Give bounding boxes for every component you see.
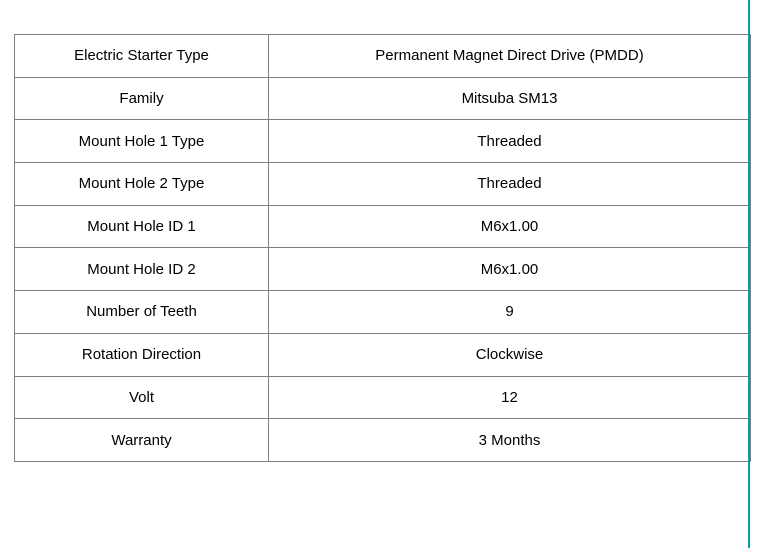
spec-value-cell: Clockwise [269, 333, 751, 376]
spec-value-cell: 9 [269, 291, 751, 334]
table-row [15, 205, 751, 248]
spec-value-cell: Permanent Magnet Direct Drive (PMDD) [269, 35, 751, 78]
spec-value-cell: Threaded [269, 120, 751, 163]
spec-value-cell: Threaded [269, 163, 751, 206]
spec-label-cell: Volt [15, 376, 269, 419]
table-row [15, 333, 751, 376]
spec-label-cell: Warranty [15, 419, 269, 462]
table-row [15, 248, 751, 291]
spec-label-cell: Mount Hole 1 Type [15, 120, 269, 163]
spec-label-cell: Mount Hole ID 2 [15, 248, 269, 291]
table-row [15, 35, 751, 78]
table-row [15, 77, 751, 120]
spec-value-cell: 3 Months [269, 419, 751, 462]
spec-label-cell: Number of Teeth [15, 291, 269, 334]
spec-value-cell: M6x1.00 [269, 205, 751, 248]
spec-value-cell: 12 [269, 376, 751, 419]
spec-value-cell: M6x1.00 [269, 248, 751, 291]
spec-label-cell: Electric Starter Type [15, 35, 269, 78]
table-row [15, 120, 751, 163]
right-edge-accent-line [748, 0, 750, 548]
spec-label-cell: Mount Hole 2 Type [15, 163, 269, 206]
spec-label-cell: Rotation Direction [15, 333, 269, 376]
spec-label-cell: Mount Hole ID 1 [15, 205, 269, 248]
spec-value-cell: Mitsuba SM13 [269, 77, 751, 120]
product-spec-table [14, 34, 751, 462]
table-row [15, 419, 751, 462]
table-row [15, 376, 751, 419]
table-row [15, 291, 751, 334]
table-row [15, 163, 751, 206]
spec-label-cell: Family [15, 77, 269, 120]
